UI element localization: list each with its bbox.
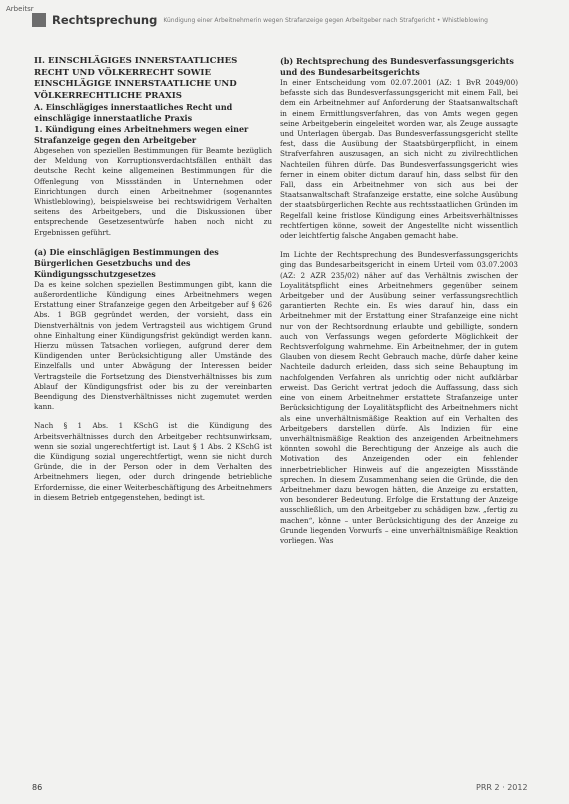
right-column bbox=[280, 56, 518, 546]
journal-issue: PRR 2 · 2012 bbox=[476, 783, 528, 792]
subheading-b: (b) Rechtsprechung des Bundesverfassungsgerichts und des Bundesarbeitsgerichts bbox=[280, 56, 514, 77]
paragraph: Im Lichte der Rechtsprechung des Bundesverfassungsgerichts ging das Bundesarbeitsgericht in einem Urteil vom 03.07.2003 (AZ: 2 AZR 235/02) näher auf das Verhältnis zwischen der Loyalitätspflicht eines Arbeitnehmers gegenüber seinem Arbeitgeber und der Ausübung seiner verfassungsrechtlich garantierten Rechte ein. Es wies darauf hin, dass ein Arbeitnehmer mit der Erstattung einer Strafanzeige eine nicht nur von der Rechtsordnung erlaubte und gebilligte, sondern auch von Verfassungs wegen geforderte Möglichkeit der Rechtsverfolgung wahrnehme. Ein Arbeitnehmer, der in gutem Glauben von diesem Recht Gebrauch mache, dürfe daher keine Nachteile dadurch erleiden, dass sich seine Behauptung im nachfolgenden Verfahren als unrichtig oder nicht aufklärbar erweist. Das Gericht vertrat jedoch die Auffassung, dass sich eine von einem Arbeitnehmer erstattete Strafanzeige unter Berücksichtigung der Loyalitätspflicht des Arbeitnehmers nicht als eine unverhältnismäßige Reaktion auf ein Verhalten des Arbeitgebers darstellen dürfe. Als Indizien für eine unverhältnismäßige Reaktion des anzeigenden Arbeitnehmers könnten sowohl die Berechtigung der Anzeige als auch die Motivation des Anzeigenden oder ein fehlender innerbetrieblicher Hinweis auf die angezeigten Missstände sprechen. In diesem Zusammenhang seien die Gründe, die den Arbeitnehmer dazu bewogen hätten, die Anzeige zu erstatten, von besonderer Bedeutung. Erfolge die Erstattung der Anzeige ausschließlich, um den Arbeitgeber zu schädigen bzw. „fertig zu machen“, könne – unter Berücksichtigung des der Anzeige zu Grunde liegenden Vorwurfs – eine unverhältnismäßige Reaktion vorliegen. Was bbox=[280, 250, 518, 545]
corner-tag: Arbeitsr bbox=[6, 5, 34, 13]
section-title: Rechtsprechung bbox=[52, 13, 158, 27]
paragraph: Nach § 1 Abs. 1 KSchG ist die Kündigung des Arbeitsverhältnisses durch den Arbeitgeber rechtsunwirksam, wenn sie sozial ungerechtfertigt ist. Laut § 1 Abs. 2 KSchG ist die Kündigung sozial ungerechtfertigt, wenn sie nicht durch Gründe, die in der Person oder in dem Verhalten des Arbeitnehmers liegen, oder durch dringende betriebliche Erfordernisse, die einer Weiterbeschäftigung des Arbeitnehmers in diesem Betrieb entgegenstehen, bedingt ist. bbox=[34, 421, 272, 502]
paragraph: Abgesehen von speziellen Bestimmungen für Beamte bezüglich der Meldung von Korruptionsverdachtsfällen enthält das deutsche Recht keine allgemeinen Bestimmungen für die Offenlegung von Missständen in Unternehmen oder Einrichtungen durch einen Arbeitnehmer (sogenanntes Whistleblowing), beispielsweise bei rechtswidrigem Verhalten seitens des Arbeitgebers, und die Diskussionen über entsprechende Gesetzesentwürfe haben noch nicht zu Ergebnissen geführt. bbox=[34, 146, 272, 237]
left-column bbox=[34, 56, 272, 503]
section-subtitle: Kündigung einer Arbeitnehmerin wegen Strafanzeige gegen Arbeitgeber nach Strafgericht • Whistleblowing bbox=[163, 16, 488, 24]
page-number: 86 bbox=[32, 783, 43, 792]
paragraph: Da es keine solchen speziellen Bestimmungen gibt, kann die außerordentliche Kündigung eines Arbeitnehmers wegen Erstattung einer Strafanzeige gegen den Arbeitgeber auf § 626 Abs. 1 BGB gegründet werden, der vorsieht, dass ein Dienstverhältnis von jedem Vertragsteil aus wichtigem Grund ohne Einhaltung einer Kündigungsfrist gekündigt werden kann. Hierzu müssen Tatsachen vorliegen, aufgrund derer dem Kündigenden unter Berücksichtigung aller Umstände des Einzelfalls und unter Abwägung der Interessen beider Vertragsteile die Fortsetzung des Dienstverhältnisses bis zum Ablauf der Kündigungsfrist oder bis zu der vereinbarten Beendigung des Dienstverhältnisses nicht zugemutet werden kann. bbox=[34, 279, 272, 412]
subheading-1: 1. Kündigung eines Arbeitnehmers wegen einer Strafanzeige gegen den Arbeitgeber bbox=[34, 124, 249, 145]
subheading-a-bgb: (a) Die einschlägigen Bestimmungen des Bürgerlichen Gesetzbuchs und des Kündigungsschutzgesetzes bbox=[34, 246, 219, 279]
header-marker-icon bbox=[32, 13, 46, 27]
paragraph: In einer Entscheidung vom 02.07.2001 (AZ: 1 BvR 2049/00) befasste sich das Bundesverfassungsgericht mit einem Fall, bei dem ein Arbeitnehmer auf Anforderung der Staatsanwaltschaft in einem Ermittlungsverfahren, das von Amts wegen gegen seine Arbeitgeberin eingeleitet worden war, als Zeuge aussagte und Unterlagen übergab. Das Bundesverfassungsgericht stellte fest, dass die Ausübung der Staatsbürgerpflicht, in einem Strafverfahren auszusagen, an sich nicht zu zivilrechtlichen Nachteilen führen dürfe. Das Bundesverfassungsgericht wies ferner in einem obiter dictum darauf hin, dass selbst für den Fall, dass ein Arbeitnehmer von sich aus bei der Staatsanwaltschaft Strafanzeige erstatte, eine solche Ausübung der staatsbürgerlichen Rechte aus rechtsstaatlichen Gründen im Regelfall keine fristlose Kündigung eines Arbeitsverhältnisses rechtfertigen könne, soweit der Angestellte nicht wissentlich oder leichtfertig falsche Angaben gemacht habe. bbox=[280, 78, 518, 241]
chapter-heading: II. EINSCHLÄGIGES INNERSTAATLICHES RECHT UND VÖLKERRECHT SOWIE EINSCHLÄGIGE INNERSTAATLICHE UND VÖLKERRECHTLICHE PRAXIS bbox=[34, 56, 238, 101]
page-header bbox=[32, 12, 552, 28]
subheading-a: A. Einschlägiges innerstaatliches Recht und einschlägige innerstaatliche Praxis bbox=[34, 102, 233, 123]
